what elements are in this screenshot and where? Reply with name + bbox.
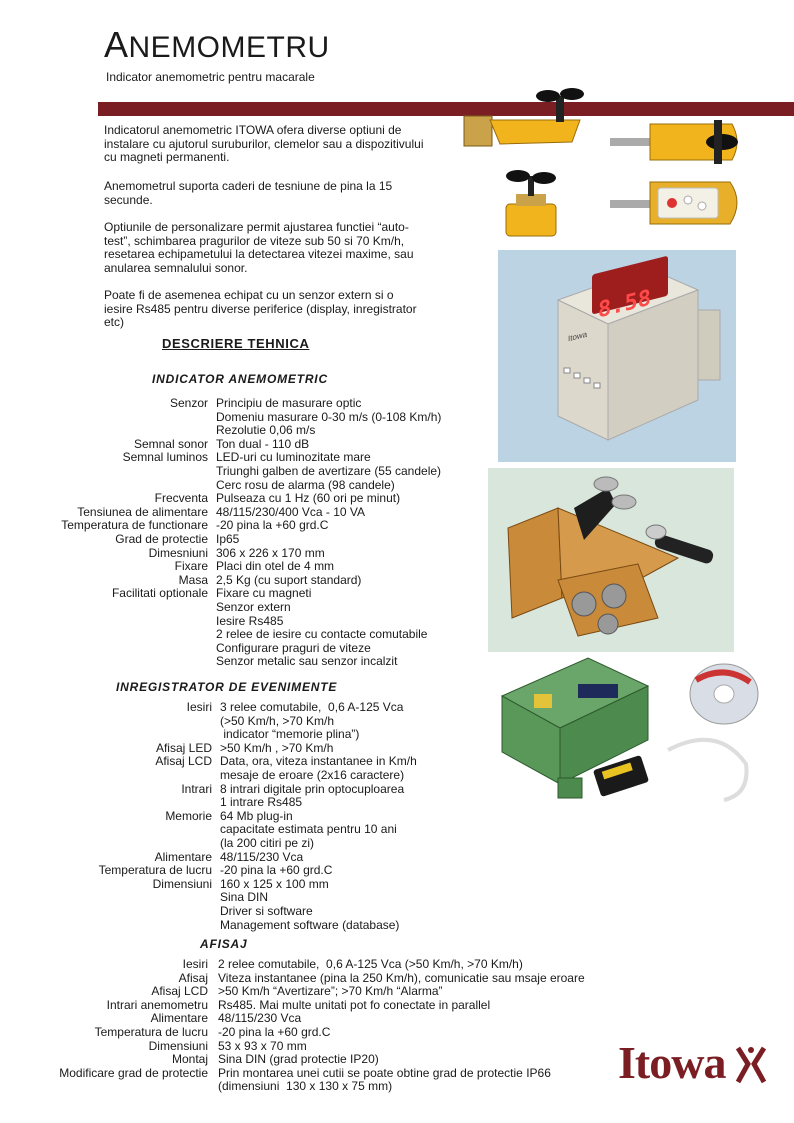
- device-brand-label: Itowa: [568, 329, 588, 344]
- spec-label: Iesiri: [186, 700, 212, 714]
- display-spec-row: [0, 985, 794, 999]
- spec-value-line: 3 relee comutabile, 0,6 A-125 Vca: [220, 700, 404, 714]
- spec-value-line: capacitate estimata pentru 10 ani: [220, 822, 397, 837]
- spec-value-line: 48/115/230 Vca: [220, 849, 304, 864]
- spec-value-line: indicator “memorie plina”): [220, 727, 360, 742]
- spec-label: Frecventa: [154, 491, 208, 506]
- spec-label: Semnal sonor: [133, 436, 208, 451]
- spec-label: Facilitati optionale: [111, 586, 208, 601]
- spec-value: [220, 851, 794, 865]
- display-spec-row: [0, 999, 794, 1013]
- sensor-mount-photo: [488, 468, 734, 652]
- spec-value-line: LED-uri cu luminozitate mare: [216, 450, 371, 465]
- spec-value-line: Domeniu masurare 0-30 m/s (0-108 Km/h): [216, 409, 442, 424]
- spec-label: Intrari: [181, 781, 212, 796]
- spec-label: Alimentare: [154, 849, 212, 864]
- spec-value-line: 48/115/230 Vca: [218, 1011, 302, 1026]
- spec-label: Temperatura de functionare: [61, 518, 208, 533]
- spec-value: [218, 999, 794, 1013]
- spec-label: Tensiunea de alimentare: [77, 504, 208, 519]
- spec-value-line: Sina DIN: [220, 890, 269, 905]
- spec-label: Afisaj LCD: [155, 754, 212, 769]
- spec-label: Afisaj: [178, 970, 208, 985]
- spec-value-line: Sina DIN (grad protectie IP20): [218, 1052, 379, 1067]
- spec-label: Temperatura de lucru: [98, 863, 212, 878]
- spec-value-line: Principiu de masurare optic: [216, 396, 362, 410]
- spec-value-line: 2 relee de iesire cu contacte comutabile: [216, 627, 428, 642]
- recorder-spec-row: [0, 851, 794, 865]
- itowa-logo-mark-icon: [734, 1044, 768, 1086]
- spec-value-line: Cerc rosu de alarma (98 candele): [216, 477, 395, 492]
- spec-label: Dimesniuni: [148, 545, 208, 560]
- spec-value-line: Senzor extern: [216, 599, 291, 614]
- page-subtitle: Indicator anemometric pentru macarale: [106, 70, 315, 84]
- spec-label: Dimensiuni: [152, 876, 212, 891]
- recorder-spec-row: [0, 864, 794, 878]
- spec-value: [218, 1012, 794, 1026]
- spec-label: Grad de protectie: [115, 531, 208, 546]
- recorder-spec-row: [0, 878, 794, 932]
- spec-value-line: Rs485. Mai multe unitati pot fo conectate in parallel: [218, 997, 491, 1012]
- spec-label: Fixare: [174, 559, 208, 574]
- recorder-heading: INREGISTRATOR DE EVENIMENTE: [116, 680, 338, 694]
- spec-value-line: (la 200 citiri pe zi): [220, 835, 315, 850]
- spec-value-line: Iesire Rs485: [216, 613, 284, 628]
- itowa-logo: Itowa: [618, 1037, 726, 1088]
- spec-label: Masa: [178, 572, 208, 587]
- spec-value-line: Rezolutie 0,06 m/s: [216, 423, 316, 438]
- spec-value-line: Management software (database): [220, 917, 400, 932]
- spec-value-line: Pulseaza cu 1 Hz (60 ori pe minut): [216, 491, 401, 506]
- spec-value-line: >50 Km/h “Avertizare”; >70 Km/h “Alarma”: [218, 984, 443, 999]
- spec-value: [218, 972, 794, 986]
- spec-value: [218, 958, 794, 972]
- spec-value-line: Data, ora, viteza instantanee in Km/h: [220, 754, 417, 769]
- spec-label: Modificare grad de protectie: [59, 1065, 208, 1080]
- display-spec-row: [0, 958, 794, 972]
- din-display-photo: [498, 250, 736, 462]
- display-heading: AFISAJ: [200, 937, 248, 951]
- spec-value-line: Configurare praguri de viteze: [216, 640, 371, 655]
- spec-label: Intrari anemometru: [106, 997, 208, 1012]
- spec-value-line: >50 Km/h , >70 Km/h: [220, 740, 334, 755]
- spec-value-line: (dimensiuni 130 x 130 x 75 mm): [218, 1079, 393, 1094]
- spec-value-line: 1 intrare Rs485: [220, 795, 303, 810]
- display-spec-row: [0, 1012, 794, 1026]
- event-recorder-photo: [488, 654, 760, 822]
- spec-label: Afisaj LED: [155, 740, 212, 755]
- spec-value-line: Driver si software: [220, 903, 313, 918]
- spec-value-line: 53 x 93 x 70 mm: [218, 1038, 307, 1053]
- spec-value: [218, 985, 794, 999]
- spec-value-line: Fixare cu magneti: [216, 586, 312, 601]
- spec-value-line: (>50 Km/h, >70 Km/h: [220, 713, 335, 728]
- spec-label: Semnal luminos: [122, 450, 208, 465]
- spec-value: [220, 878, 794, 932]
- spec-label: Alimentare: [150, 1011, 208, 1026]
- spec-label: Montaj: [171, 1052, 208, 1067]
- spec-label: Senzor: [169, 396, 208, 410]
- spec-value-line: Prin montarea unei cutii se poate obtine grad de protectie IP66: [218, 1065, 551, 1080]
- spec-value-line: -20 pina la +60 grd.C: [220, 863, 333, 878]
- display-spec-row: [0, 972, 794, 986]
- intro-paragraph-2: Anemometrul suporta caderi de tesniune de pina la 15 secunde.: [104, 179, 393, 207]
- spec-value-line: Ton dual - 110 dB: [216, 436, 310, 451]
- spec-value-line: Placi din otel de 4 mm: [216, 559, 335, 574]
- intro-paragraph-1: Indicatorul anemometric ITOWA ofera diverse optiuni de instalare cu ajutorul suruburilor, clemelor sau a dispozitivului cu magneti permanenti.: [104, 123, 424, 164]
- spec-value-line: 2,5 Kg (cu suport standard): [216, 572, 362, 587]
- intro-paragraph-4: Poate fi de asemenea echipat cu un senzor extern si o iesire Rs485 pentru diverse periferice (display, inregistrator etc): [104, 288, 417, 329]
- spec-value-line: 160 x 125 x 100 mm: [220, 876, 329, 891]
- spec-value-line: -20 pina la +60 grd.C: [216, 518, 329, 533]
- spec-value-line: -20 pina la +60 grd.C: [218, 1024, 331, 1039]
- spec-value-line: Viteza instantanee (pina la 250 Km/h), comunicatie sau msaje eroare: [218, 970, 585, 985]
- spec-value-line: Ip65: [216, 531, 240, 546]
- anemometer-photo: [460, 84, 760, 246]
- device-digits: 8.58: [598, 285, 651, 324]
- indicator-heading: INDICATOR ANEMOMETRIC: [152, 372, 328, 386]
- spec-label: Iesiri: [182, 957, 208, 971]
- section-title: DESCRIERE TEHNICA: [162, 336, 310, 351]
- spec-value-line: 64 Mb plug-in: [220, 808, 293, 823]
- spec-value-line: 48/115/230/400 Vca - 10 VA: [216, 504, 365, 519]
- intro-paragraph-3: Optiunile de personalizare permit ajustarea functiei “auto-test”, schimbarea pragurilor de viteze sub 50 si 70 Km/h, resetarea echipametului la detectarea vitezei maxime, sau anularea semnalului sonor.: [104, 220, 414, 275]
- spec-label: Afisaj LCD: [151, 984, 208, 999]
- spec-value-line: Senzor metalic sau senzor incalzit: [216, 654, 398, 669]
- page-title: ANEMOMETRU: [104, 24, 330, 65]
- spec-value: [220, 864, 794, 878]
- spec-value-line: 2 relee comutabile, 0,6 A-125 Vca (>50 Km/h, >70 Km/h): [218, 957, 523, 971]
- spec-value-line: mesaje de eroare (2x16 caractere): [220, 767, 405, 782]
- spec-label: Memorie: [165, 808, 212, 823]
- spec-label: Temperatura de lucru: [94, 1024, 208, 1039]
- spec-label: Dimensiuni: [148, 1038, 208, 1053]
- spec-value-line: Triunghi galben de avertizare (55 candele): [216, 463, 442, 478]
- spec-value-line: 306 x 226 x 170 mm: [216, 545, 325, 560]
- spec-value-line: 8 intrari digitale prin optocuploarea: [220, 781, 405, 796]
